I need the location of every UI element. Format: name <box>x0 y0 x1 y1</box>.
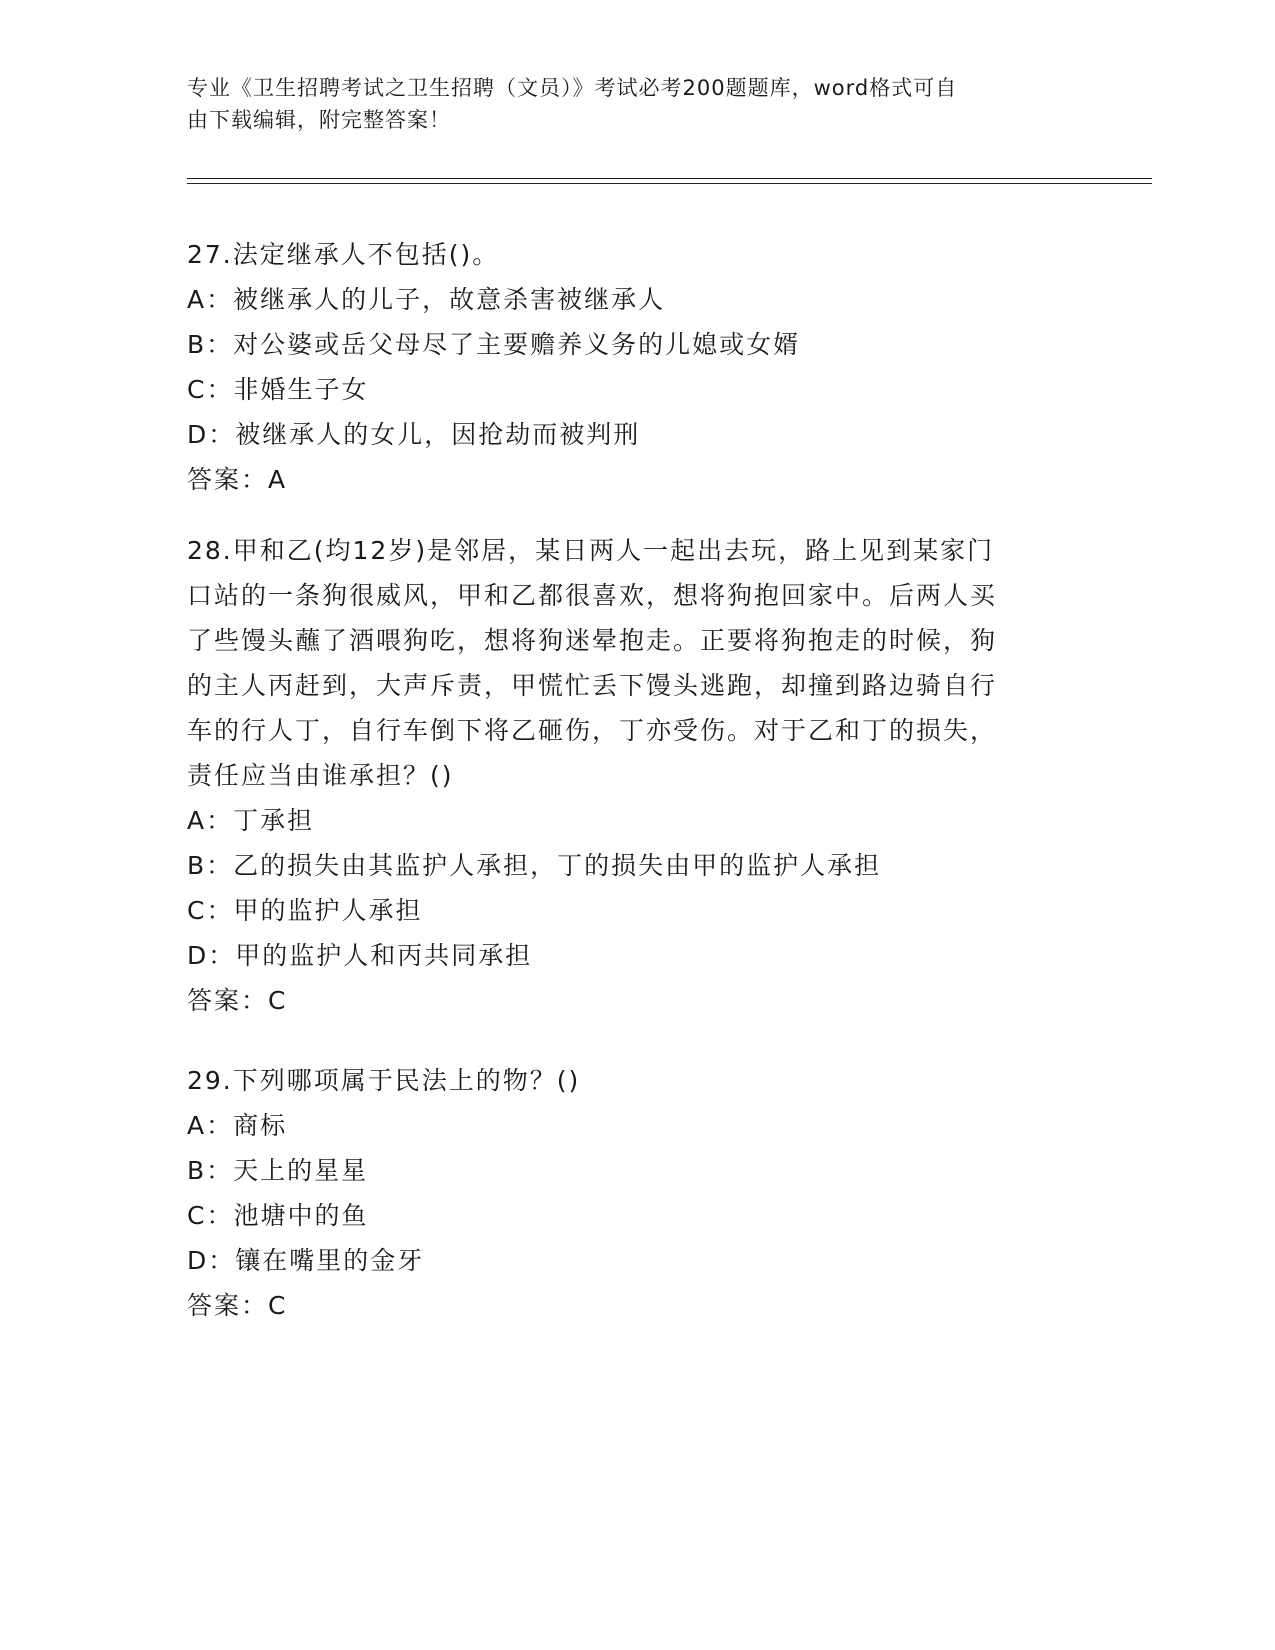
header-line-1: 专业《卫生招聘考试之卫生招聘（文员）》考试必考200题题库，word格式可自 <box>187 76 958 100</box>
option-a: A：丁承担 <box>187 806 315 835</box>
question-stem: 29.下列哪项属于民法上的物？() <box>187 1066 581 1095</box>
header-line-2: 由下载编辑，附完整答案！ <box>187 108 451 132</box>
answer: 答案：C <box>187 986 288 1015</box>
question-29 <box>187 1058 1067 1328</box>
option-b: B：乙的损失由其监护人承担，丁的损失由甲的监护人承担 <box>187 851 882 880</box>
option-d: D：镶在嘴里的金牙 <box>187 1246 425 1275</box>
question-27 <box>187 232 1067 502</box>
question-28 <box>187 528 1067 1023</box>
option-b: B：对公婆或岳父母尽了主要赡养义务的儿媳或女婿 <box>187 330 801 359</box>
option-d: D：被继承人的女儿，因抢劫而被判刑 <box>187 420 641 449</box>
document-header <box>187 72 1067 136</box>
question-stem: 27.法定继承人不包括()。 <box>187 240 500 269</box>
question-stem-line: 口站的一条狗很威风，甲和乙都很喜欢，想将狗抱回家中。后两人买 <box>187 581 998 610</box>
option-b: B：天上的星星 <box>187 1156 369 1185</box>
header-divider-top <box>187 178 1152 179</box>
option-a: A：商标 <box>187 1111 288 1140</box>
option-a: A：被继承人的儿子，故意杀害被继承人 <box>187 285 666 314</box>
question-stem-line: 车的行人丁，自行车倒下将乙砸伤，丁亦受伤。对于乙和丁的损失， <box>187 716 998 745</box>
question-stem-line: 的主人丙赶到，大声斥责，甲慌忙丢下馒头逃跑，却撞到路边骑自行 <box>187 671 998 700</box>
answer: 答案：C <box>187 1291 288 1320</box>
option-c: C：甲的监护人承担 <box>187 896 423 925</box>
question-stem-line: 责任应当由谁承担？() <box>187 761 454 790</box>
question-stem-line: 了些馒头蘸了酒喂狗吃，想将狗迷晕抱走。正要将狗抱走的时候，狗 <box>187 626 998 655</box>
option-d: D：甲的监护人和丙共同承担 <box>187 941 533 970</box>
answer: 答案：A <box>187 465 288 494</box>
option-c: C：池塘中的鱼 <box>187 1201 369 1230</box>
header-divider-bottom <box>187 183 1152 184</box>
question-stem-line: 28.甲和乙(均12岁)是邻居，某日两人一起出去玩，路上见到某家门 <box>187 536 995 565</box>
option-c: C：非婚生子女 <box>187 375 369 404</box>
